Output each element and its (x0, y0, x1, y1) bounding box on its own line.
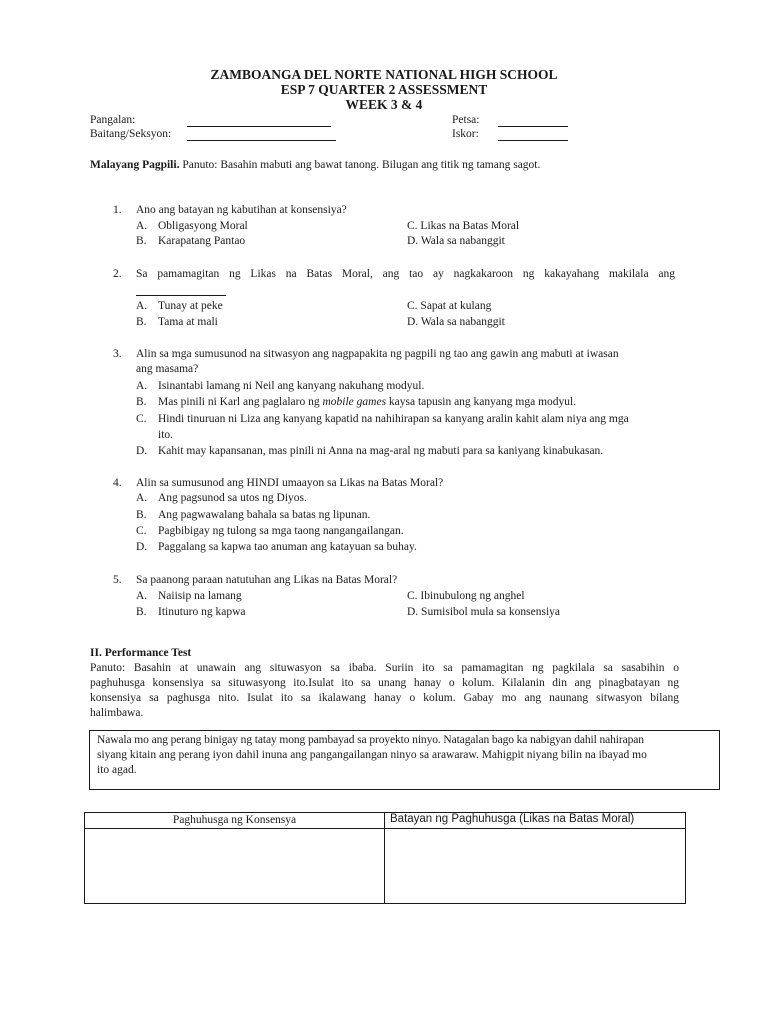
option-text: Tama at mali (158, 316, 218, 328)
question-number: 4. (113, 477, 122, 489)
option-letter[interactable]: A. (136, 380, 148, 392)
option-d[interactable]: D. Sumisibol mula sa konsensiya (407, 606, 561, 618)
option-text: Naiisip na lamang (158, 590, 242, 602)
answer-blank (136, 295, 226, 296)
answer-cell-batayan[interactable] (385, 829, 684, 901)
scenario-text-line: ito agad. (97, 764, 137, 776)
score-field[interactable] (498, 140, 568, 141)
week-title: WEEK 3 & 4 (345, 97, 423, 112)
answer-cell-konsensya[interactable] (85, 829, 383, 901)
question-text: Ano ang batayan ng kabutihan at konsensiya? (136, 204, 347, 216)
scenario-text-line: Nawala mo ang perang binigay ng tatay mong pambayad sa proyekto ninyo. Natagalan bago ka nabigyan dahil nahirapan (97, 734, 644, 746)
option-letter[interactable]: C. (136, 413, 147, 425)
part1-title: Malayang Pagpili. (90, 159, 180, 171)
option-text: Isinantabi lamang ni Neil ang kanyang nakuhang modyul. (158, 380, 425, 392)
part1-directions: Panuto: Basahin mabuti ang bawat tanong. Bilugan ang titik ng tamang sagot. (182, 159, 541, 171)
option-text: Mas pinili ni Karl ang paglalaro ng mobile games kaysa tapusin ang kanyang mga modyul. (158, 396, 577, 408)
option-text-cont: ito. (158, 429, 174, 441)
option-letter[interactable]: B. (136, 606, 147, 618)
option-text: Paggalang sa kapwa tao anuman ang katayuan sa buhay. (158, 541, 417, 553)
part2-title: II. Performance Test (90, 647, 192, 659)
option-text: Ang pagsunod sa utos ng Diyos. (158, 492, 307, 504)
table-header-batayan: Batayan ng Paghuhusga (Likas na Batas Moral) (390, 813, 635, 825)
assessment-title: ESP 7 QUARTER 2 ASSESSMENT (280, 82, 488, 97)
question-number: 5. (113, 574, 122, 586)
option-letter[interactable]: B. (136, 235, 147, 247)
question-number: 1. (113, 204, 122, 216)
option-letter[interactable]: B. (136, 509, 147, 521)
question-text: Alin sa mga sumusunod na sitwasyon ang nagpapakita ng pagpili ng tao ang gawin ang mabuti at iwasan (136, 348, 619, 360)
option-letter[interactable]: D. (136, 445, 148, 457)
option-letter[interactable]: A. (136, 220, 148, 232)
score-label: Iskor: (452, 128, 479, 140)
question-text: Sa paanong paraan natutuhan ang Likas na Batas Moral? (136, 574, 398, 586)
option-letter[interactable]: A. (136, 492, 148, 504)
option-text: Hindi tinuruan ni Liza ang kanyang kapatid na nahihirapan sa kanyang aralin kahit alam niya ang mga (158, 413, 629, 425)
option-c[interactable]: C. Likas na Batas Moral (407, 220, 520, 232)
option-letter[interactable]: B. (136, 316, 147, 328)
name-label: Pangalan: (90, 114, 136, 126)
part2-instructions-line: konsensiya sa paghusga nito. Isulat ito sa ikalawang hanay o kolum. Gabay mo ang naunang sitwasyon bilang (90, 692, 679, 704)
table-header-konsensya: Paghuhusga ng Konsensya (172, 814, 297, 826)
option-text: Tunay at peke (158, 300, 223, 312)
name-field[interactable] (187, 126, 331, 127)
option-text: Kahit may kapansanan, mas pinili ni Anna na mag-aral ng mabuti para sa kaniyang kinabukasan. (158, 445, 604, 457)
date-field[interactable] (498, 126, 568, 127)
option-d[interactable]: D. Wala sa nabanggit (407, 316, 505, 328)
date-label: Petsa: (452, 114, 480, 126)
part1-instructions (90, 159, 540, 171)
question-text: Sa pamamagitan ng Likas na Batas Moral, ang tao ay nagkakaroon ng kakayahang makilala ang (136, 268, 675, 280)
option-text: Obligasyong Moral (158, 220, 248, 232)
question-number: 2. (113, 268, 122, 280)
grade-section-label: Baitang/Seksyon: (90, 128, 172, 140)
part2-instructions-line: Panuto: Basahin at unawain ang situwasyon sa ibaba. Suriin ito sa pamamagitan ng pagkilala sa sasabihin o (90, 662, 679, 674)
question-text: Alin sa sumusunod ang HINDI umaayon sa Likas na Batas Moral? (136, 477, 444, 489)
option-c[interactable]: C. Ibinubulong ng anghel (407, 590, 525, 602)
scenario-text-line: siyang kitain ang perang iyon dahil inuna ang pangangailangan ninyo sa arawaraw. Mahigpit niyang bilin na ibayad mo (97, 749, 647, 761)
option-d[interactable]: D. Wala sa nabanggit (407, 235, 505, 247)
school-title: ZAMBOANGA DEL NORTE NATIONAL HIGH SCHOOL (210, 67, 558, 82)
question-text-cont: ang masama? (136, 363, 199, 375)
option-text: Pagbibigay ng tulong sa mga taong nangangailangan. (158, 525, 404, 537)
option-text: Itinuturo ng kapwa (158, 606, 246, 618)
question-number: 3. (113, 348, 122, 360)
part2-instructions-line: halimbawa. (90, 707, 144, 719)
option-text: Ang pagwawalang bahala sa batas ng lipunan. (158, 509, 371, 521)
option-letter[interactable]: A. (136, 300, 148, 312)
option-text: Karapatang Pantao (158, 235, 246, 247)
grade-section-field[interactable] (187, 140, 336, 141)
option-letter[interactable]: C. (136, 525, 147, 537)
option-letter[interactable]: D. (136, 541, 148, 553)
option-letter[interactable]: B. (136, 396, 147, 408)
option-c[interactable]: C. Sapat at kulang (407, 300, 492, 312)
part2-instructions-line: paghuhusga konsensiya sa situwasyong ito.Isulat ito sa unang hanay o kolum. Kilalanin din ang pinagbatayan ng (90, 677, 679, 689)
option-letter[interactable]: A. (136, 590, 148, 602)
